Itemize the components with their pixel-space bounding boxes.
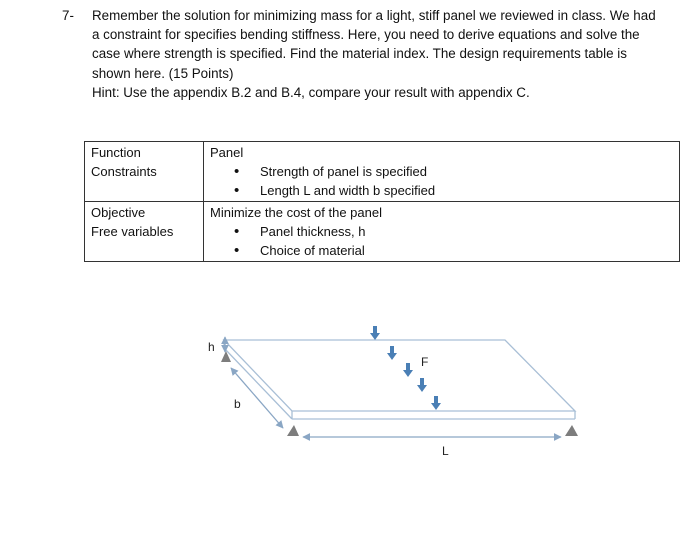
question-line: shown here. (15 Points) (92, 65, 234, 81)
down-arrow-icon (387, 346, 397, 360)
function-key: Function (91, 145, 141, 160)
panel-plate (224, 340, 575, 419)
list-item: • Length L and width b specified (210, 181, 673, 200)
label-F: F (421, 355, 429, 369)
question-line: a constraint for specifies bending stiffness. Here, you need to derive equations and solve the (92, 27, 640, 43)
question-line: Remember the solution for minimizing mass for a light, stiff panel we reviewed in class. We had (92, 8, 656, 23)
function-value: Panel (210, 145, 244, 160)
figure-labels (208, 340, 449, 458)
panel-top-face (224, 340, 575, 411)
hint-line: Hint: Use the appendix B.2 and B.4, compare your result with appendix C. (92, 84, 530, 100)
support-triangle-icon (565, 425, 578, 436)
question-line: case where strength is specified. Find the material index. The design requirements table is (92, 46, 627, 62)
support-triangle-icon (221, 351, 231, 362)
free-variables-key: Free variables (91, 224, 174, 239)
list-item: • Strength of panel is specified (210, 162, 673, 181)
down-arrow-icon (370, 326, 380, 340)
down-arrow-icon (417, 378, 427, 392)
objective-key: Objective (91, 205, 146, 220)
objective-value: Minimize the cost of the panel (210, 205, 382, 220)
label-b: b (234, 397, 241, 411)
list-item: • Choice of material (210, 241, 673, 260)
down-arrow-icon (431, 396, 441, 410)
label-h: h (208, 340, 215, 354)
down-arrow-icon (403, 363, 413, 377)
support-triangle-icon (287, 425, 299, 436)
constraints-key: Constraints (91, 164, 157, 179)
question-number: 7- (62, 8, 74, 23)
label-L: L (442, 444, 449, 458)
load-arrows (370, 326, 441, 410)
list-item: • Panel thickness, h (210, 222, 673, 241)
